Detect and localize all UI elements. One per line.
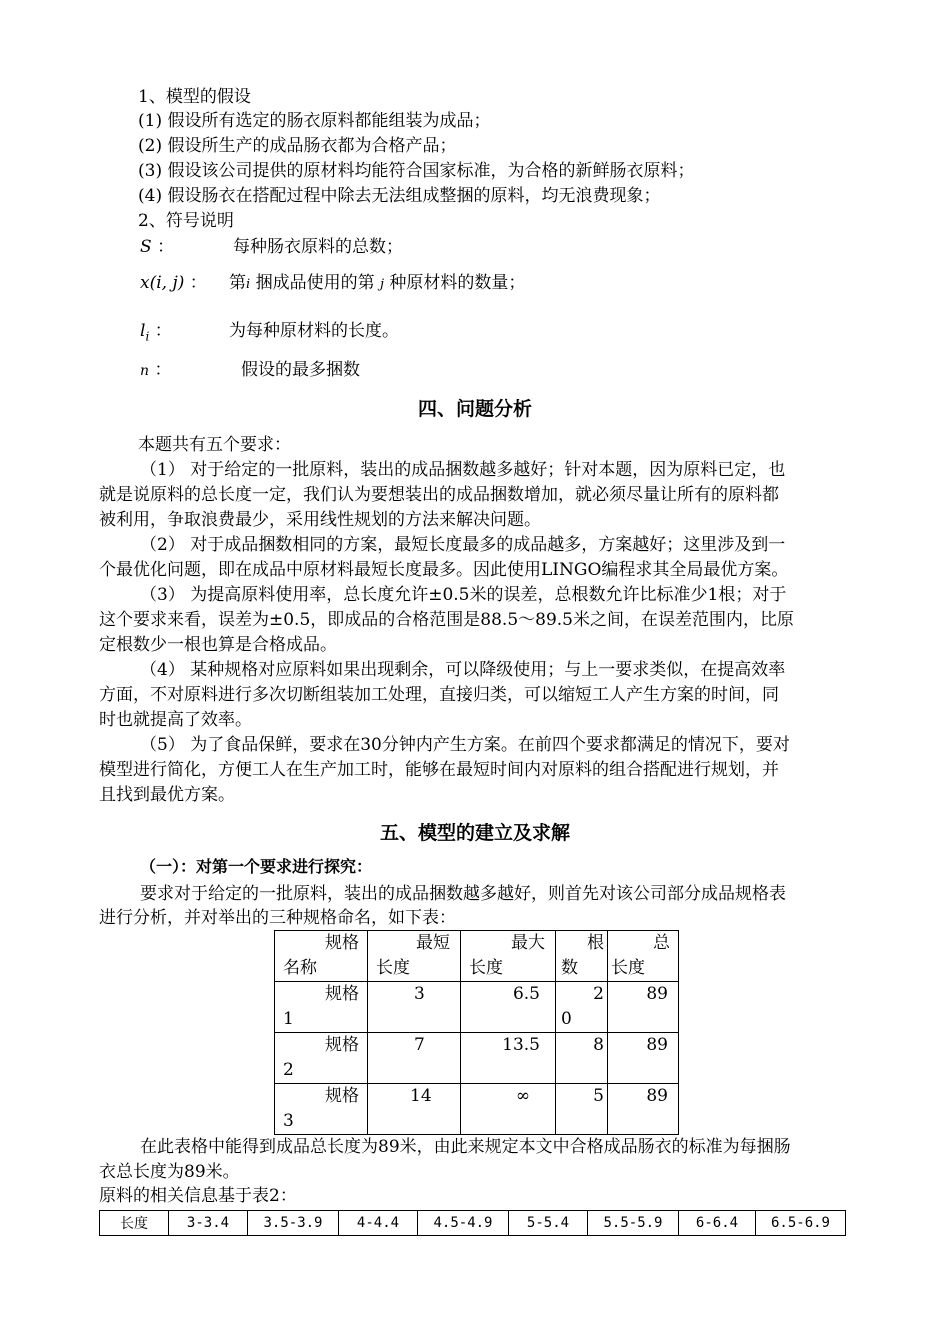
spec-cell-min: 7 — [368, 1033, 461, 1084]
table2-caption: 原料的相关信息基于表2： — [99, 1186, 297, 1206]
section4-line-1: 本题共有五个要求： — [138, 435, 291, 455]
spec-header-count: 根 数 — [556, 931, 608, 982]
symbol-x-j: j — [379, 277, 385, 292]
spec-table — [274, 930, 679, 1135]
section4-line-9: 定根数少一根也算是合格成品。 — [99, 635, 337, 655]
symbols-title: 2、符号说明 — [138, 211, 234, 231]
spec-cell-count: 5 — [556, 1084, 608, 1135]
symbol-x-sep: ： — [189, 273, 207, 293]
symbol-s-row — [140, 236, 174, 258]
symbol-x-desc-part1: 第 — [229, 273, 246, 293]
section4-line-2: （1） 对于给定的一批原料，装出的成品捆数越多越好；针对本题，因为原料已定，也 — [140, 460, 786, 480]
material-cell: 6-6.4 — [679, 1211, 756, 1236]
spec-header-name: 规格 名称 — [275, 931, 368, 982]
symbol-n-sep: ： — [154, 360, 172, 380]
symbol-l-row — [140, 320, 172, 347]
section4-line-6: 个最优化问题，即在成品中原材料最短长度最多。因此使用LINGO编程求其全局最优方案。 — [99, 560, 789, 580]
spec-cell-total: 89 — [608, 1084, 679, 1135]
symbol-n: n — [140, 363, 150, 379]
spec-cell-name: 规格 2 — [275, 1033, 368, 1084]
spec-cell-max: 6.5 — [461, 982, 556, 1033]
spec-cell-count: 8 — [556, 1033, 608, 1084]
section4-line-15: 且找到最优方案。 — [99, 785, 235, 805]
symbol-s-desc: 每种肠衣原料的总数； — [233, 237, 403, 257]
material-cell: 4-4.4 — [339, 1211, 418, 1236]
symbol-x: x(i, j) — [140, 273, 185, 293]
spec-cell-count: 2 0 — [556, 982, 608, 1033]
material-cell: 6.5-6.9 — [756, 1211, 846, 1236]
section4-line-7: （3） 为提高原料使用率，总长度允许±0.5米的误差，总根数允许比标准少1根；对于 — [140, 585, 787, 605]
material-table — [99, 1210, 846, 1236]
spec-cell-max: 13.5 — [461, 1033, 556, 1084]
symbol-n-desc: 假设的最多捆数 — [241, 360, 360, 380]
symbol-n-row — [140, 359, 171, 382]
section4-line-11: 方面，不对原料进行多次切断组装加工处理，直接归类，可以缩短工人产生方案的时间，同 — [99, 685, 779, 705]
material-cell: 5.5-5.9 — [588, 1211, 679, 1236]
material-cell: 4.5-4.9 — [418, 1211, 509, 1236]
symbol-s-sep: ： — [157, 237, 175, 257]
assumption-item-1: (1) 假设所有选定的肠衣原料都能组装为成品； — [138, 111, 491, 131]
section5-heading: 五、模型的建立及求解 — [379, 822, 570, 844]
symbol-x-desc-part3: 种原材料的数量； — [389, 273, 526, 293]
section4-line-10: （4） 某种规格对应原料如果出现剩余，可以降级使用；与上一要求类似，在提高效率 — [140, 660, 786, 680]
section5-intro-line-1: 要求对于给定的一批原料，装出的成品捆数越多越好，则首先对该公司部分成品规格表 — [140, 884, 786, 904]
material-cell: 长度 — [100, 1211, 169, 1236]
assumptions-title: 1、模型的假设 — [138, 87, 251, 107]
section4-line-12: 时也就提高了效率。 — [99, 710, 252, 730]
spec-table-row — [275, 982, 679, 1033]
spec-cell-max: ∞ — [461, 1084, 556, 1135]
spec-cell-min: 14 — [368, 1084, 461, 1135]
section4-line-8: 这个要求来看，误差为±0.5，即成品的合格范围是88.5～89.5米之间，在误差范围内，比原 — [99, 610, 794, 630]
assumption-item-3: (3) 假设该公司提供的原材料均能符合国家标准，为合格的新鲜肠衣原料； — [138, 161, 695, 181]
material-table-row — [100, 1211, 846, 1236]
spec-cell-name: 规格 1 — [275, 982, 368, 1033]
section5-subheading: （一）：对第一个要求进行探究： — [140, 857, 373, 876]
symbol-x-row — [140, 272, 207, 294]
spec-table-row — [275, 1033, 679, 1084]
spec-header-total-length: 总 长度 — [608, 931, 679, 982]
material-cell: 3.5-3.9 — [248, 1211, 339, 1236]
section4-line-3: 就是说原料的总长度一定，我们认为要想装出的成品捆数增加，就必须尽量让所有的原料都 — [99, 485, 779, 505]
spec-cell-total: 89 — [608, 1033, 679, 1084]
section4-line-5: （2） 对于成品捆数相同的方案，最短长度最多的成品越多，方案越好；这里涉及到一 — [140, 535, 786, 555]
spec-cell-total: 89 — [608, 982, 679, 1033]
spec-table-header-row — [275, 931, 679, 982]
spec-table-row — [275, 1084, 679, 1135]
symbol-x-desc-part2: 捆成品使用的第 — [255, 273, 375, 293]
assumption-item-4: (4) 假设肠衣在搭配过程中除去无法组成整捆的原料，均无浪费现象； — [138, 186, 661, 206]
symbol-l-subscript: i — [145, 329, 150, 344]
symbol-x-i: i — [246, 277, 251, 292]
section5-after-line-1: 在此表格中能得到成品总长度为89米，由此来规定本文中合格成品肠衣的标准为每捆肠 — [140, 1137, 791, 1157]
material-cell: 3-3.4 — [169, 1211, 248, 1236]
material-cell: 5-5.4 — [509, 1211, 588, 1236]
section4-line-4: 被利用，争取浪费最少，采用线性规划的方法来解决问题。 — [99, 510, 541, 530]
spec-cell-min: 3 — [368, 982, 461, 1033]
symbol-l-sep: ： — [154, 321, 172, 341]
section4-line-14: 模型进行简化，方便工人在生产加工时，能够在最短时间内对原料的组合搭配进行规划，并 — [99, 760, 779, 780]
section4-heading: 四、问题分析 — [417, 398, 532, 420]
symbol-s: S — [140, 237, 152, 257]
spec-header-max-length: 最大 长度 — [461, 931, 556, 982]
spec-header-min-length: 最短 长度 — [368, 931, 461, 982]
symbol-l: l — [140, 321, 146, 341]
assumption-item-2: (2) 假设所生产的成品肠衣都为合格产品； — [138, 136, 457, 156]
section5-after-line-2: 衣总长度为89米。 — [99, 1162, 240, 1182]
section4-line-13: （5） 为了食品保鲜，要求在30分钟内产生方案。在前四个要求都满足的情况下，要对 — [140, 735, 790, 755]
spec-cell-name: 规格 3 — [275, 1084, 368, 1135]
section5-intro-line-2: 进行分析，并对举出的三种规格命名，如下表： — [99, 908, 456, 928]
symbol-x-desc — [229, 272, 525, 296]
symbol-l-desc: 为每种原材料的长度。 — [229, 321, 399, 341]
